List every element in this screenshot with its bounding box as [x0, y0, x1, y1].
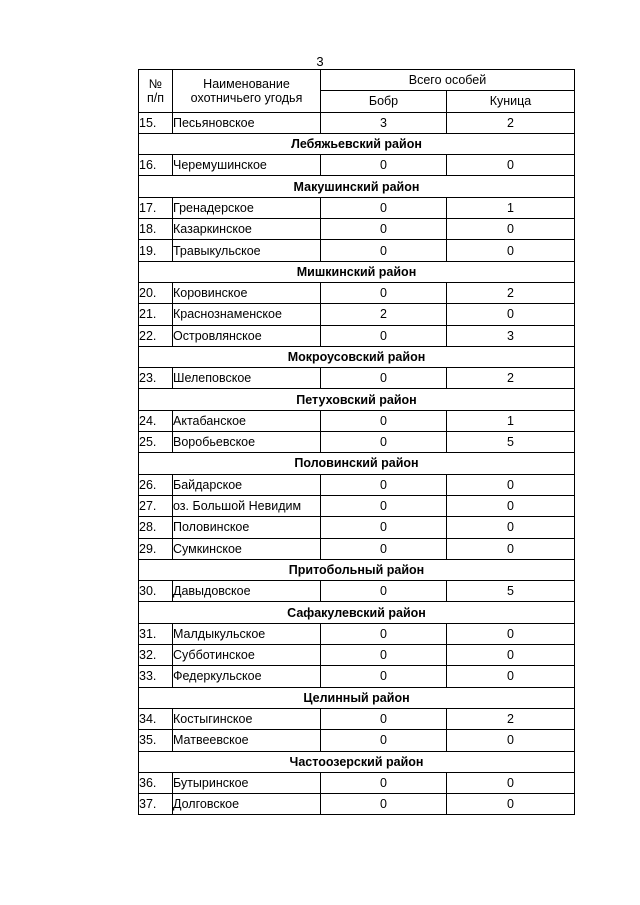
table-row [139, 645, 575, 666]
marten-count: 2 [447, 112, 575, 133]
row-number: 24. [139, 410, 173, 431]
row-number: 33. [139, 666, 173, 687]
marten-count: 5 [447, 581, 575, 602]
page-number: 3 [316, 54, 324, 69]
ground-name: Костыгинское [173, 708, 321, 729]
row-number: 23. [139, 368, 173, 389]
marten-count: 0 [447, 304, 575, 325]
table-row [139, 219, 575, 240]
beaver-count: 0 [321, 666, 447, 687]
beaver-count: 0 [321, 282, 447, 303]
ground-name: Травыкульское [173, 240, 321, 261]
marten-count: 0 [447, 645, 575, 666]
header-beaver: Бобр [321, 91, 447, 112]
district-title: Мокроусовский район [139, 346, 575, 367]
ground-name: Бутыринское [173, 772, 321, 793]
ground-name: Сумкинское [173, 538, 321, 559]
marten-count: 0 [447, 730, 575, 751]
table-row [139, 240, 575, 261]
beaver-count: 0 [321, 495, 447, 516]
district-title: Половинский район [139, 453, 575, 474]
ground-name: Шелеповское [173, 368, 321, 389]
marten-count: 3 [447, 325, 575, 346]
marten-count: 0 [447, 772, 575, 793]
ground-name: Малдыкульское [173, 623, 321, 644]
table-row [139, 410, 575, 431]
district-row [139, 602, 575, 623]
row-number: 16. [139, 155, 173, 176]
marten-count: 0 [447, 538, 575, 559]
beaver-count: 0 [321, 708, 447, 729]
ground-name: Воробьевское [173, 432, 321, 453]
table-row [139, 474, 575, 495]
beaver-count: 0 [321, 581, 447, 602]
district-row [139, 176, 575, 197]
ground-name: Коровинское [173, 282, 321, 303]
table-row [139, 730, 575, 751]
table-row [139, 581, 575, 602]
row-number: 32. [139, 645, 173, 666]
beaver-count: 2 [321, 304, 447, 325]
ground-name: Матвеевское [173, 730, 321, 751]
beaver-count: 0 [321, 219, 447, 240]
table-row [139, 495, 575, 516]
beaver-count: 0 [321, 474, 447, 495]
row-number: 31. [139, 623, 173, 644]
marten-count: 0 [447, 517, 575, 538]
ground-name: Давыдовское [173, 581, 321, 602]
header-row-1 [139, 70, 575, 91]
ground-name: Федеркульское [173, 666, 321, 687]
row-number: 17. [139, 197, 173, 218]
table-row [139, 282, 575, 303]
beaver-count: 0 [321, 432, 447, 453]
row-number: 27. [139, 495, 173, 516]
header-marten: Куница [447, 91, 575, 112]
district-row [139, 751, 575, 772]
district-title: Петуховский район [139, 389, 575, 410]
table-row [139, 112, 575, 133]
district-row [139, 261, 575, 282]
table-row [139, 708, 575, 729]
ground-name: Черемушинское [173, 155, 321, 176]
row-number: 34. [139, 708, 173, 729]
header-number: № п/п [139, 70, 173, 113]
row-number: 37. [139, 794, 173, 815]
ground-name: Островлянское [173, 325, 321, 346]
row-number: 36. [139, 772, 173, 793]
marten-count: 0 [447, 495, 575, 516]
district-title: Целинный район [139, 687, 575, 708]
table-row [139, 155, 575, 176]
marten-count: 0 [447, 666, 575, 687]
beaver-count: 0 [321, 645, 447, 666]
table-row [139, 794, 575, 815]
row-number: 20. [139, 282, 173, 303]
ground-name: Субботинское [173, 645, 321, 666]
district-title: Притобольный район [139, 559, 575, 580]
row-number: 26. [139, 474, 173, 495]
marten-count: 2 [447, 708, 575, 729]
marten-count: 1 [447, 410, 575, 431]
beaver-count: 0 [321, 325, 447, 346]
district-row [139, 687, 575, 708]
row-number: 25. [139, 432, 173, 453]
table-row [139, 666, 575, 687]
table-row [139, 772, 575, 793]
table-body [139, 70, 575, 815]
row-number: 30. [139, 581, 173, 602]
table-row [139, 304, 575, 325]
ground-name: Гренадерское [173, 197, 321, 218]
table-row [139, 623, 575, 644]
header-ground-name: Наименование охотничьего угодья [173, 70, 321, 113]
marten-count: 0 [447, 623, 575, 644]
district-row [139, 346, 575, 367]
table-row [139, 538, 575, 559]
ground-name: Краснознаменское [173, 304, 321, 325]
beaver-count: 0 [321, 240, 447, 261]
beaver-count: 0 [321, 368, 447, 389]
header-total: Всего особей [321, 70, 575, 91]
row-number: 35. [139, 730, 173, 751]
beaver-count: 0 [321, 730, 447, 751]
beaver-count: 0 [321, 772, 447, 793]
district-row [139, 559, 575, 580]
beaver-count: 0 [321, 517, 447, 538]
district-row [139, 389, 575, 410]
marten-count: 5 [447, 432, 575, 453]
hunting-grounds-table [138, 69, 575, 815]
beaver-count: 0 [321, 197, 447, 218]
beaver-count: 0 [321, 410, 447, 431]
row-number: 21. [139, 304, 173, 325]
row-number: 19. [139, 240, 173, 261]
table-row [139, 197, 575, 218]
ground-name: Половинское [173, 517, 321, 538]
ground-name: Песьяновское [173, 112, 321, 133]
marten-count: 2 [447, 368, 575, 389]
marten-count: 0 [447, 240, 575, 261]
table-row [139, 325, 575, 346]
marten-count: 2 [447, 282, 575, 303]
district-row [139, 133, 575, 154]
beaver-count: 0 [321, 794, 447, 815]
ground-name: Байдарское [173, 474, 321, 495]
row-number: 15. [139, 112, 173, 133]
ground-name: Казаркинское [173, 219, 321, 240]
beaver-count: 0 [321, 155, 447, 176]
ground-name: оз. Большой Невидим [173, 495, 321, 516]
district-title: Частоозерский район [139, 751, 575, 772]
district-title: Лебяжьевский район [139, 133, 575, 154]
table-row [139, 432, 575, 453]
district-title: Мишкинский район [139, 261, 575, 282]
ground-name: Долговское [173, 794, 321, 815]
beaver-count: 0 [321, 538, 447, 559]
ground-name: Актабанское [173, 410, 321, 431]
marten-count: 0 [447, 794, 575, 815]
marten-count: 0 [447, 219, 575, 240]
district-row [139, 453, 575, 474]
district-title: Сафакулевский район [139, 602, 575, 623]
district-title: Макушинский район [139, 176, 575, 197]
table-row [139, 368, 575, 389]
row-number: 22. [139, 325, 173, 346]
row-number: 28. [139, 517, 173, 538]
marten-count: 1 [447, 197, 575, 218]
marten-count: 0 [447, 155, 575, 176]
beaver-count: 3 [321, 112, 447, 133]
table-row [139, 517, 575, 538]
row-number: 29. [139, 538, 173, 559]
row-number: 18. [139, 219, 173, 240]
marten-count: 0 [447, 474, 575, 495]
beaver-count: 0 [321, 623, 447, 644]
